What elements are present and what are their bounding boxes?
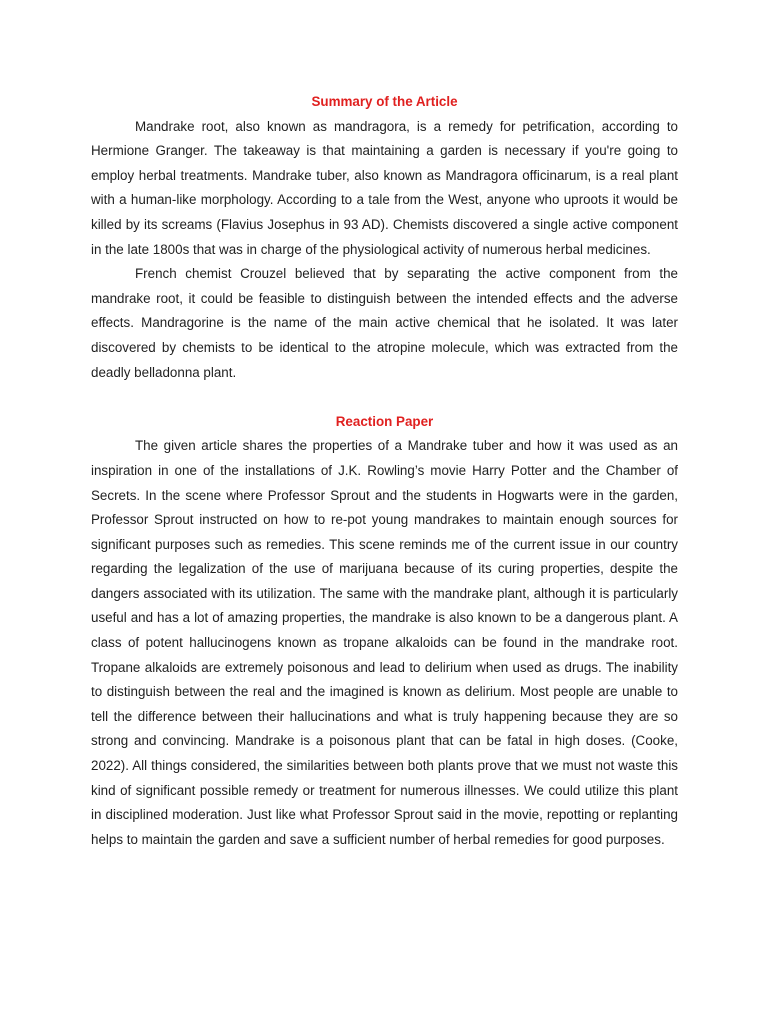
summary-heading: Summary of the Article [311, 94, 458, 109]
summary-paragraph-2: French chemist Crouzel believed that by separating the active component from the mandrake root, it could be feasible to distinguish between the intended effects and the adverse effects. Mandragorine is the name of the main active chemical that he isolated. It was later discovered by chemists to be identical to the atropine molecule, which was extracted from the deadly belladonna plant. [91, 266, 678, 380]
reaction-section [91, 410, 678, 853]
reaction-paragraph-1: The given article shares the properties of a Mandrake tuber and how it was used as an inspiration in one of the installations of J.K. Rowling’s movie Harry Potter and the Chamber of Secrets. In the scene where Professor Sprout and the students in Hogwarts were in the garden, Professor Sprout instructed on how to re-pot young mandrakes to maintain enough sources for significant purposes such as remedies. This scene reminds me of the current issue in our country regarding the legalization of the use of marijuana because of its curing properties, despite the dangers associated with its utilization. The same with the mandrake plant, although it is particularly useful and has a lot of amazing properties, the mandrake is also known to be a dangerous plant. A class of potent hallucinogens known as tropane alkaloids can be found in the mandrake root. Tropane alkaloids are extremely poisonous and lead to delirium when used as drugs. The inability to distinguish between the real and the imagined is known as delirium. Most people are unable to tell the difference between their hallucinations and what is truly happening because they are so strong and convincing. Mandrake is a poisonous plant that can be fatal in high doses. (Cooke, 2022). All things considered, the similarities between both plants prove that we must not waste this kind of significant possible remedy or treatment for numerous illnesses. We could utilize this plant in disciplined moderation. Just like what Professor Sprout said in the movie, repotting or replanting helps to maintain the garden and save a sufficient number of herbal remedies for good purposes. [91, 438, 678, 847]
document-body [91, 90, 678, 852]
summary-section [91, 90, 678, 385]
reaction-heading: Reaction Paper [335, 413, 434, 429]
summary-paragraph-1: Mandrake root, also known as mandragora, is a remedy for petrification, according to Hermione Granger. The takeaway is that maintaining a garden is necessary if you're going to employ herbal treatments. Mandrake tuber, also known as Mandragora officinarum, is a real plant with a human-like morphology. According to a tale from the West, anyone who uproots it would be killed by its screams (Flavius Josephus in 93 AD). Chemists discovered a single active component in the late 1800s that was in charge of the physiological activity of numerous herbal medicines. [91, 118, 678, 257]
section-spacer [91, 385, 678, 410]
